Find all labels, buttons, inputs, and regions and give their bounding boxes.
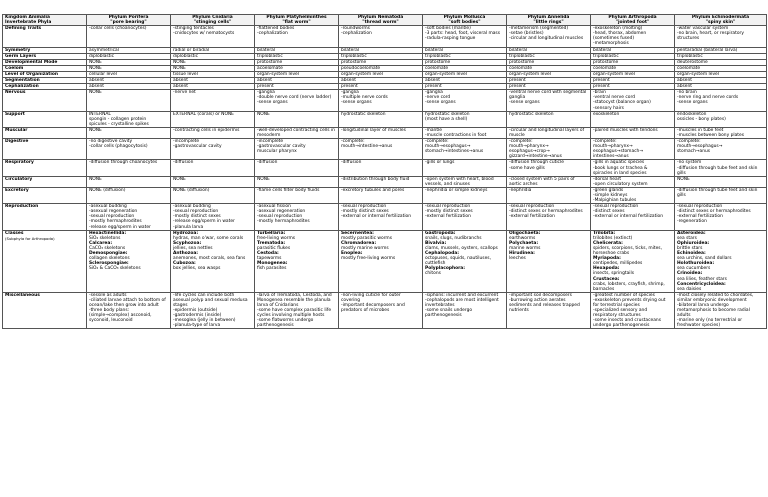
class-name: Holothuroidea: — [677, 261, 715, 267]
class-name: Oligochaeta: — [509, 230, 541, 236]
table-row-nervous — [3, 90, 767, 111]
classes-cell — [423, 230, 507, 292]
table-cell: NONE — [255, 176, 339, 187]
class-name: Hexapoda: — [593, 266, 620, 272]
class-examples: centipedes, millipedes — [593, 261, 643, 267]
table-row-miscellaneous — [3, 292, 767, 329]
table-cell: -muscles in tube feet -muscles between bony plates — [675, 127, 767, 138]
row-label: Symmetry — [3, 47, 87, 53]
class-name: Hirudinea: — [509, 251, 535, 257]
row-label: Level of Organization — [3, 71, 87, 77]
phylum-meaning: "pore bearing" — [110, 20, 147, 26]
class-name: Echinoidea: — [677, 251, 706, 257]
phylum-name: Phylum Nematoda — [357, 15, 404, 20]
table-cell: hydrostatic skeleton — [339, 111, 423, 127]
phylum-header-platyhelminthes — [255, 15, 339, 26]
table-cell: INTERNAL spongin - collagen protein spicules - crystalline spikes — [87, 111, 171, 127]
table-cell: coelomate — [507, 65, 591, 71]
table-cell: -non-living cuticle for outer covering -important decomposers and predators of microbes — [339, 292, 423, 329]
table-cell: triploblastic — [339, 53, 423, 59]
class-name: Enoplea: — [341, 251, 363, 257]
table-cell: -collar cells (choanocytes) — [87, 26, 171, 47]
table-cell: -sexual reproduction -distinct sexes or hermaphrodites -external fertilization -regeneration — [675, 204, 767, 230]
class-name: Crinoidea: — [677, 271, 703, 277]
class-name: Scyphozoa: — [173, 240, 202, 246]
table-cell: -well-developed contracting cells in mesoderm — [255, 127, 339, 138]
table-cell: -asexual budding -sexual reproduction -mostly distinct sexes -release egg/sperm in water -planula larva — [171, 204, 255, 230]
phylum-meaning: "thread worm" — [362, 20, 399, 26]
class-name: Polychaeta: — [509, 240, 539, 246]
table-row-support — [3, 111, 767, 127]
table-cell: -complete: mouth→esophagus→ stomach→anus — [675, 139, 767, 160]
class-examples: clams, mussels, oysters, scallops — [425, 245, 498, 251]
phylum-meaning: "spiny skin" — [705, 20, 736, 26]
table-cell: -stinging tentacles -cnidocytes w/ nematocysts — [171, 26, 255, 47]
table-cell: -circular and longitudinal layers of muscle — [507, 127, 591, 138]
table-cell: -life cycles can include both asexual polyp and sexual medusa stages -epidermis (outside) -gastrodermis (inside) -mesoglea (jelly in between) -planula-type of larva — [171, 292, 255, 329]
phylum-meaning: "flat worm" — [282, 20, 311, 26]
table-cell: -green glands -simple kidneys -Malpighian tubules — [591, 187, 675, 203]
class-examples: octopuses, squids, nautiluses, cuttlefish — [425, 256, 491, 267]
table-cell: -paired muscles with tendons — [591, 127, 675, 138]
table-cell: -diffusion — [255, 160, 339, 176]
table-row-defining-traits — [3, 26, 767, 47]
classes-cell — [87, 230, 171, 292]
table-cell: -sexual reproduction -mostly distinct sexes -external or internal fertilization — [339, 204, 423, 230]
table-cell: absent — [255, 78, 339, 84]
table-cell: -exoskeleton (molting) -head, thorax, abdomen (sometimes fused) -metamorphosis — [591, 26, 675, 47]
class-examples: earthworms — [509, 235, 536, 241]
class-name: Crustacea: — [593, 276, 620, 282]
row-label: Developmental Mode — [3, 59, 87, 65]
invertebrate-phyla-table — [2, 14, 767, 329]
class-examples: sea urchins, sand dollars — [677, 256, 732, 262]
classes-label: Classes — [5, 230, 24, 236]
table-cell: -mantle -muscle contractions in foot — [423, 127, 507, 138]
table-cell: organ-system level — [675, 71, 767, 77]
table-cell: -contracting cells in epidermis — [171, 127, 255, 138]
group-label: Invertebrate Phyla — [5, 20, 52, 26]
row-label: Cephalization — [3, 84, 87, 90]
class-name: Hexactinellida: — [89, 230, 127, 236]
class-examples: tapeworms — [257, 256, 282, 262]
phylum-header-cnidaria — [171, 15, 255, 26]
class-examples: fish parasites — [257, 266, 287, 272]
table-cell: -no system -diffusion through tube feet and skin gills — [675, 160, 767, 176]
table-cell: protostome — [339, 59, 423, 65]
table-cell: NONE — [87, 59, 171, 65]
classes-cell — [591, 230, 675, 292]
class-name: Calcarea: — [89, 240, 113, 246]
table-cell: -longitudinal layer of muscles — [339, 127, 423, 138]
row-label: Reproduction — [3, 204, 87, 230]
table-cell: NONE — [87, 176, 171, 187]
table-cell: hydrostatic skeleton (most have a shell) — [423, 111, 507, 127]
table-cell: -nephridia — [507, 187, 591, 203]
phylum-header-arthropoda — [591, 15, 675, 26]
class-examples: brittle stars — [677, 245, 703, 251]
phylum-name: Phylum Arthropoda — [608, 15, 657, 20]
table-cell: -soft bodies (mantle) -3 parts: head, foot, visceral mass -radula-rasping tongue — [423, 26, 507, 47]
table-cell: -most closely related to chordates, similar embryonic development -bilateral larva undergo metamorphosis to become radial adults -marine only (no terrestrial or freshwater species) — [675, 292, 767, 329]
table-cell: -gills in aquatic species -book lungs or trachea & spiracles in land species — [591, 160, 675, 176]
table-cell: -siphons: incurrent and excurrent -cephalopods are most intelligent invertebrates -some snails undergo parthenogenesis — [423, 292, 507, 329]
class-examples: mostly marine worms — [341, 245, 389, 251]
class-examples: anemones, most corals, sea fans — [173, 256, 246, 262]
class-examples: chitons — [425, 271, 441, 277]
class-name: Secernentea: — [341, 230, 374, 236]
table-cell: NONE — [171, 65, 255, 71]
class-name: Turbellaria: — [257, 230, 286, 236]
row-label: Excretory — [3, 187, 87, 203]
table-row-excretory — [3, 187, 767, 203]
table-cell: organ-system level — [423, 71, 507, 77]
row-label: Germ Layers — [3, 53, 87, 59]
table-row-classes — [3, 230, 767, 292]
table-cell: -sexual reproduction -distinct sexes or hermaphrodites -external fertilization — [507, 204, 591, 230]
phylum-header-mollusca — [423, 15, 507, 26]
table-cell: coelomate — [423, 65, 507, 71]
classes-cell — [171, 230, 255, 292]
table-cell: pseudocoelomate — [339, 65, 423, 71]
table-cell: -diffusion through tube feet and skin gills — [675, 187, 767, 203]
table-cell: triploblastic — [507, 53, 591, 59]
class-name: Gastropoda: — [425, 230, 456, 236]
phylum-meaning: "soft bodies" — [448, 20, 481, 26]
table-cell: triploblastic — [255, 53, 339, 59]
table-row-circulatory — [3, 176, 767, 187]
table-cell: absent — [339, 78, 423, 84]
table-cell: -diffusion through cuticle -some have gills — [507, 160, 591, 176]
class-name: Concentricycloidea: — [677, 281, 726, 287]
table-cell: absent — [87, 78, 171, 84]
classes-cell — [339, 230, 423, 292]
row-label: Muscular — [3, 127, 87, 138]
class-name: Demospongiae: — [89, 251, 128, 257]
row-label: Circulatory — [3, 176, 87, 187]
row-label: Respiratory — [3, 160, 87, 176]
table-cell: present — [591, 78, 675, 84]
class-name: Bivalvia: — [425, 240, 447, 246]
class-examples: marine worms — [509, 245, 541, 251]
phylum-header-echinodermata — [675, 15, 767, 26]
class-examples: mostly parasitic worms — [341, 235, 392, 241]
phylum-name: Phylum Echinodermata — [691, 15, 750, 20]
table-cell: organ-system level — [339, 71, 423, 77]
class-name: Sclerospongiae: — [89, 261, 129, 267]
phylum-meaning: "little rings" — [533, 20, 564, 26]
table-cell: bilateral — [423, 47, 507, 53]
table-cell: -excretory tubules and pores — [339, 187, 423, 203]
class-examples: sea stars — [677, 235, 697, 241]
class-name: Myriapoda: — [593, 256, 621, 262]
table-cell: diploblastic — [87, 53, 171, 59]
table-cell: -ganglia -multiple nerve cords -sense organs — [339, 90, 423, 111]
class-examples: insects, springtails — [593, 271, 635, 277]
header-row — [3, 15, 767, 26]
class-examples: mostly free-living worms — [341, 256, 396, 262]
class-examples: free-living worms — [257, 235, 296, 241]
table-cell: -flattened bodies -cephalization — [255, 26, 339, 47]
class-examples: collagen skeletons — [89, 256, 130, 262]
table-cell: -asexual fission -asexual regeneration -sexual reproduction -mostly hermaphrodites — [255, 204, 339, 230]
class-name: Trilobita: — [593, 230, 616, 236]
table-cell: -ventral nerve cord with segmental ganglia -sense organs — [507, 90, 591, 111]
table-cell: absent — [87, 84, 171, 90]
phylum-header-nematoda — [339, 15, 423, 26]
phylum-meaning: "stinging cells" — [193, 20, 232, 26]
row-label: Segmentation — [3, 78, 87, 84]
table-body — [3, 26, 767, 329]
table-row-muscular — [3, 127, 767, 138]
table-cell: -diffusion through choanocytes — [87, 160, 171, 176]
class-name: Chromadorea: — [341, 240, 377, 246]
table-cell: present — [255, 84, 339, 90]
table-cell: -no digestive cavity -collar cells (phagocytosis) — [87, 139, 171, 160]
table-cell: present — [339, 84, 423, 90]
table-cell: present — [507, 78, 591, 84]
table-cell: -roundworms -cephalization — [339, 26, 423, 47]
table-cell: bilateral — [507, 47, 591, 53]
table-row-digestive — [3, 139, 767, 160]
table-cell: organ-system level — [255, 71, 339, 77]
table-cell: triploblastic — [591, 53, 675, 59]
table-cell: deuterostome — [675, 59, 767, 65]
table-cell: absent — [171, 78, 255, 84]
class-name: Trematoda: — [257, 240, 286, 246]
table-cell: -important soil decomposers -burrowing action aerates sediments and releases trapped nutrients — [507, 292, 591, 329]
table-cell: asymmetrical — [87, 47, 171, 53]
class-name: Cubozoa: — [173, 261, 196, 267]
table-cell: -nerve net — [171, 90, 255, 111]
class-examples: crabs, lobsters, crayfish, shrimp, barnacles — [593, 281, 665, 292]
class-examples: leeches — [509, 256, 526, 262]
table-cell: -sexual reproduction -distinct sexes -external or internal fertilization — [591, 204, 675, 230]
class-examples: parasitic flukes — [257, 245, 291, 251]
row-label — [3, 230, 87, 292]
class-name: Monogenea: — [257, 261, 288, 267]
phylum-name: Phylum Mollusca — [443, 15, 486, 20]
class-name: Chelicerata: — [593, 240, 623, 246]
table-cell: -closed system with 5 pairs of aortic arches — [507, 176, 591, 187]
table-cell: absent — [423, 78, 507, 84]
class-examples: SiO₂ & CaCO₃ skeletons — [89, 266, 141, 272]
table-cell: -sessile as adults -ciliated larvae attach to bottom of ocean/lake then grow into adult -three body plans: (simple→complex) asconoid, syconoid, leuconoid — [87, 292, 171, 329]
table-row-reproduction — [3, 204, 767, 230]
class-name: Anthozoa: — [173, 251, 199, 257]
table-cell: protostome — [591, 59, 675, 65]
row-label: Defining Traits — [3, 26, 87, 47]
row-label: Coelom — [3, 65, 87, 71]
table-cell: protostome — [507, 59, 591, 65]
class-examples: box jellies, sea wasps — [173, 266, 221, 272]
phylum-name: Phylum Cnidaria — [192, 15, 233, 20]
table-cell: triploblastic — [675, 53, 767, 59]
classes-note: (Subphyla for Arthropoda) — [5, 235, 55, 241]
table-cell: -ganglia -nerve cord -sense organs — [423, 90, 507, 111]
table-cell: triploblastic — [423, 53, 507, 59]
table-cell: NONE — [87, 127, 171, 138]
class-examples: SiO₂ skeletons — [89, 235, 121, 241]
table-cell: -complete: mouth→intestine→anus — [339, 139, 423, 160]
class-examples: sea lilies, feather stars — [677, 276, 727, 282]
table-cell: NONE — [171, 59, 255, 65]
table-cell: -nephridia or simple kidneys — [423, 187, 507, 203]
table-cell: -gills or lungs — [423, 160, 507, 176]
row-label: Digestive — [3, 139, 87, 160]
phylum-name: Phylum Porifera — [108, 15, 149, 20]
table-cell: exoskeleton — [591, 111, 675, 127]
table-cell: NONE — [255, 111, 339, 127]
table-cell: -no brain -nerve ring and nerve cords -sense organs — [675, 90, 767, 111]
table-cell: protostome — [255, 59, 339, 65]
table-cell: bilateral — [339, 47, 423, 53]
class-name: Polyplacophora: — [425, 266, 466, 272]
table-cell: -asexual budding -asexual regeneration -sexual reproduction -mostly hermaphrodites -release egg/sperm in water — [87, 204, 171, 230]
table-cell: -larva of Trematoda, Cestoda, and Monogenea resemble the planula larva of Cnidarians -some have complex parasitic life cycles involving multiple hosts -some flatworms undergo parthenogenesis — [255, 292, 339, 329]
table-cell: -sexual reproduction -mostly distinct sexes -external fertilization — [423, 204, 507, 230]
table-cell: -flame cells filter body fluids — [255, 187, 339, 203]
class-name: Hydrozoa: — [173, 230, 199, 236]
table-cell: -complete: mouth→esophagus→ stomach→intestines→anus — [423, 139, 507, 160]
class-examples: sea daisies — [677, 286, 702, 292]
table-cell: radial or biradial — [171, 47, 255, 53]
phylum-name: Phylum Annelida — [527, 15, 570, 20]
phylum-header-annelida — [507, 15, 591, 26]
table-cell: present — [591, 84, 675, 90]
phylum-name: Phylum Platyhelminthes — [266, 15, 327, 20]
table-cell: present — [423, 84, 507, 90]
phylum-header-porifera — [87, 15, 171, 26]
table-cell: bilateral — [255, 47, 339, 53]
table-cell: absent — [675, 78, 767, 84]
class-examples: trilobites (extinct) — [593, 235, 633, 241]
class-name: Cestoda: — [257, 251, 279, 257]
table-cell: -distribution through body fluid — [339, 176, 423, 187]
table-cell: absent — [171, 84, 255, 90]
table-cell: tissue level — [171, 71, 255, 77]
table-cell: -dorsal heart -open circulatory system — [591, 176, 675, 187]
classes-cell — [675, 230, 767, 292]
table-cell: -diffusion — [339, 160, 423, 176]
kingdom-label: Kingdom Animalia — [5, 15, 50, 20]
table-cell: pentaradial (bilateral larva) — [675, 47, 767, 53]
class-name: Asteroidea: — [677, 230, 706, 236]
table-cell: hydrostatic skeleton — [507, 111, 591, 127]
table-cell: -metamerism (segmented) -setae (bristles) -circular and longitudinal muscles — [507, 26, 591, 47]
phylum-meaning: "jointed foot" — [615, 20, 650, 26]
table-row-respiratory — [3, 160, 767, 176]
row-label: Support — [3, 111, 87, 127]
class-name: Cephalopoda: — [425, 251, 459, 257]
table-cell: protostome — [423, 59, 507, 65]
table-cell: NONE — [171, 176, 255, 187]
table-cell: -greatest number of species -exoskeleton prevents drying out for terrestrial species -specialized sensory and respiratory structures -some insects and crustaceans undergo parthenogenesis — [591, 292, 675, 329]
table-cell: organ-system level — [591, 71, 675, 77]
table-cell: NONE — [87, 65, 171, 71]
table-cell: NONE (diffusion) — [87, 187, 171, 203]
class-examples: spiders, scorpions, ticks, mites, horseshoe crabs — [593, 245, 662, 257]
corner-header — [3, 15, 87, 26]
class-examples: CaCO₃ skeletons — [89, 245, 126, 251]
table-cell: -incomplete -gastrovascular cavity muscular pharynx — [255, 139, 339, 160]
class-examples: jellies, sea nettles — [173, 245, 213, 251]
table-cell: NONE — [87, 90, 171, 111]
table-cell: organ-system level — [507, 71, 591, 77]
table-cell: -incomplete -gastrovascular cavity — [171, 139, 255, 160]
table-cell: -open system with heart, blood vessels, and sinuses — [423, 176, 507, 187]
row-label: Nervous — [3, 90, 87, 111]
table-cell: NONE — [675, 176, 767, 187]
class-examples: snails, slugs, nudibranchs — [425, 235, 482, 241]
table-cell: coelomate — [675, 65, 767, 71]
table-cell: cellular level — [87, 71, 171, 77]
table-cell: -brain -ventral nerve cord -statocyst (balance organ) -sensory hairs — [591, 90, 675, 111]
class-examples: sea cucumbers — [677, 266, 711, 272]
class-name: Ophiuroidea: — [677, 240, 710, 246]
table-cell: absent — [675, 84, 767, 90]
table-cell: -complete: mouth→pharynx→ esophagus→stomach→ intestines→anus — [591, 139, 675, 160]
table-cell: coelomate — [591, 65, 675, 71]
table-cell: NONE (diffusion) — [171, 187, 255, 203]
row-label: Miscellaneous — [3, 292, 87, 329]
table-cell: bilateral — [591, 47, 675, 53]
table-cell: EXTERNAL (corals) or NONE — [171, 111, 255, 127]
table-cell: acoelomate — [255, 65, 339, 71]
classes-cell — [255, 230, 339, 292]
table-cell: diploblastic — [171, 53, 255, 59]
table-cell: -diffusion — [171, 160, 255, 176]
table-cell: -ganglia -double nerve cord (nerve ladder) -sense organs — [255, 90, 339, 111]
class-examples: hydras, man o'war, some corals — [173, 235, 244, 241]
table-cell: endoskeleton ossicles - bony plates) — [675, 111, 767, 127]
table-cell: -water vascular system -no brain, heart, or respiratory structures — [675, 26, 767, 47]
classes-cell — [507, 230, 591, 292]
table-cell: present — [507, 84, 591, 90]
table-cell: -complete: mouth→pharynx→ esophagus→crop→ gizzard→intestine→anus — [507, 139, 591, 160]
